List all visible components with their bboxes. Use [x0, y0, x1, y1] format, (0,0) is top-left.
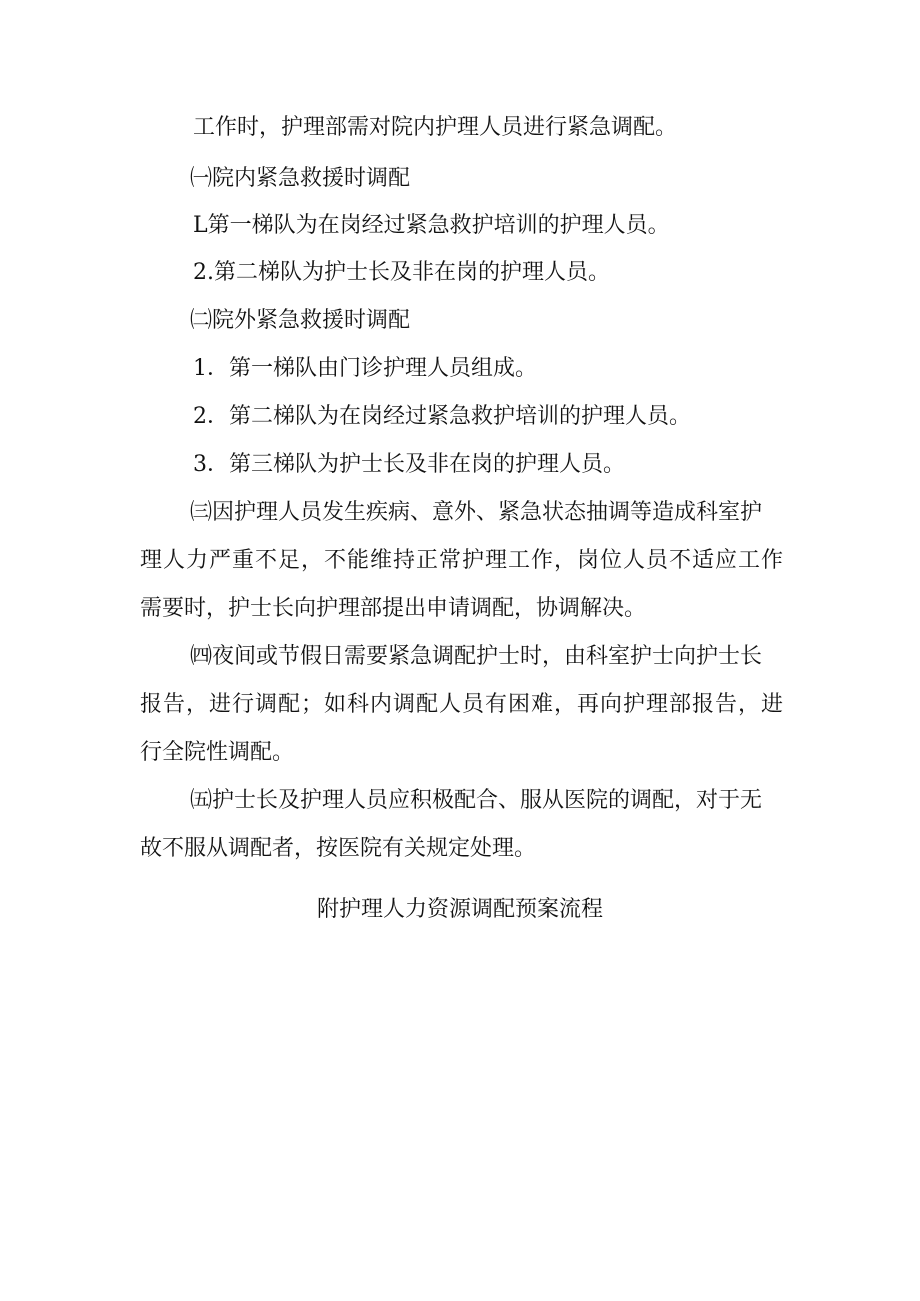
list-item: L第一梯队为在岗经过紧急救护培训的护理人员。 — [193, 213, 670, 238]
list-item: 2.第二梯队为护士长及非在岗的护理人员。 — [193, 260, 610, 285]
appendix-title: 附护理人力资源调配预案流程 — [316, 897, 603, 922]
list-item: 3．第三梯队为护士长及非在岗的护理人员。 — [193, 452, 625, 477]
paragraph-line: 需要时，护士长向护理部提出申请调配，协调解决。 — [140, 596, 647, 621]
list-item: 1．第一梯队由门诊护理人员组成。 — [193, 356, 537, 381]
paragraph-line: ㈤护士长及护理人员应积极配合、服从医院的调配，对于无 — [190, 788, 763, 813]
paragraph-line: ㈣夜间或节假日需要紧急调配护士时，由科室护士向护士长 — [190, 644, 763, 669]
paragraph-line: 报告，进行调配；如科内调配人员有困难，再向护理部报告，进 — [140, 692, 783, 717]
paragraph-line: 行全院性调配。 — [140, 740, 295, 765]
paragraph-line: 故不服从调配者，按医院有关规定处理。 — [140, 836, 537, 861]
section-heading: ㈠院内紧急救援时调配 — [190, 166, 411, 191]
paragraph-line: 理人力严重不足，不能维持正常护理工作，岗位人员不适应工作 — [140, 548, 783, 573]
text-line: 工作时，护理部需对院内护理人员进行紧急调配。 — [193, 115, 678, 140]
section-heading: ㈡院外紧急救援时调配 — [190, 308, 411, 333]
paragraph-line: ㈢因护理人员发生疾病、意外、紧急状态抽调等造成科室护 — [190, 500, 763, 525]
list-item: 2．第二梯队为在岗经过紧急救护培训的护理人员。 — [193, 404, 691, 429]
